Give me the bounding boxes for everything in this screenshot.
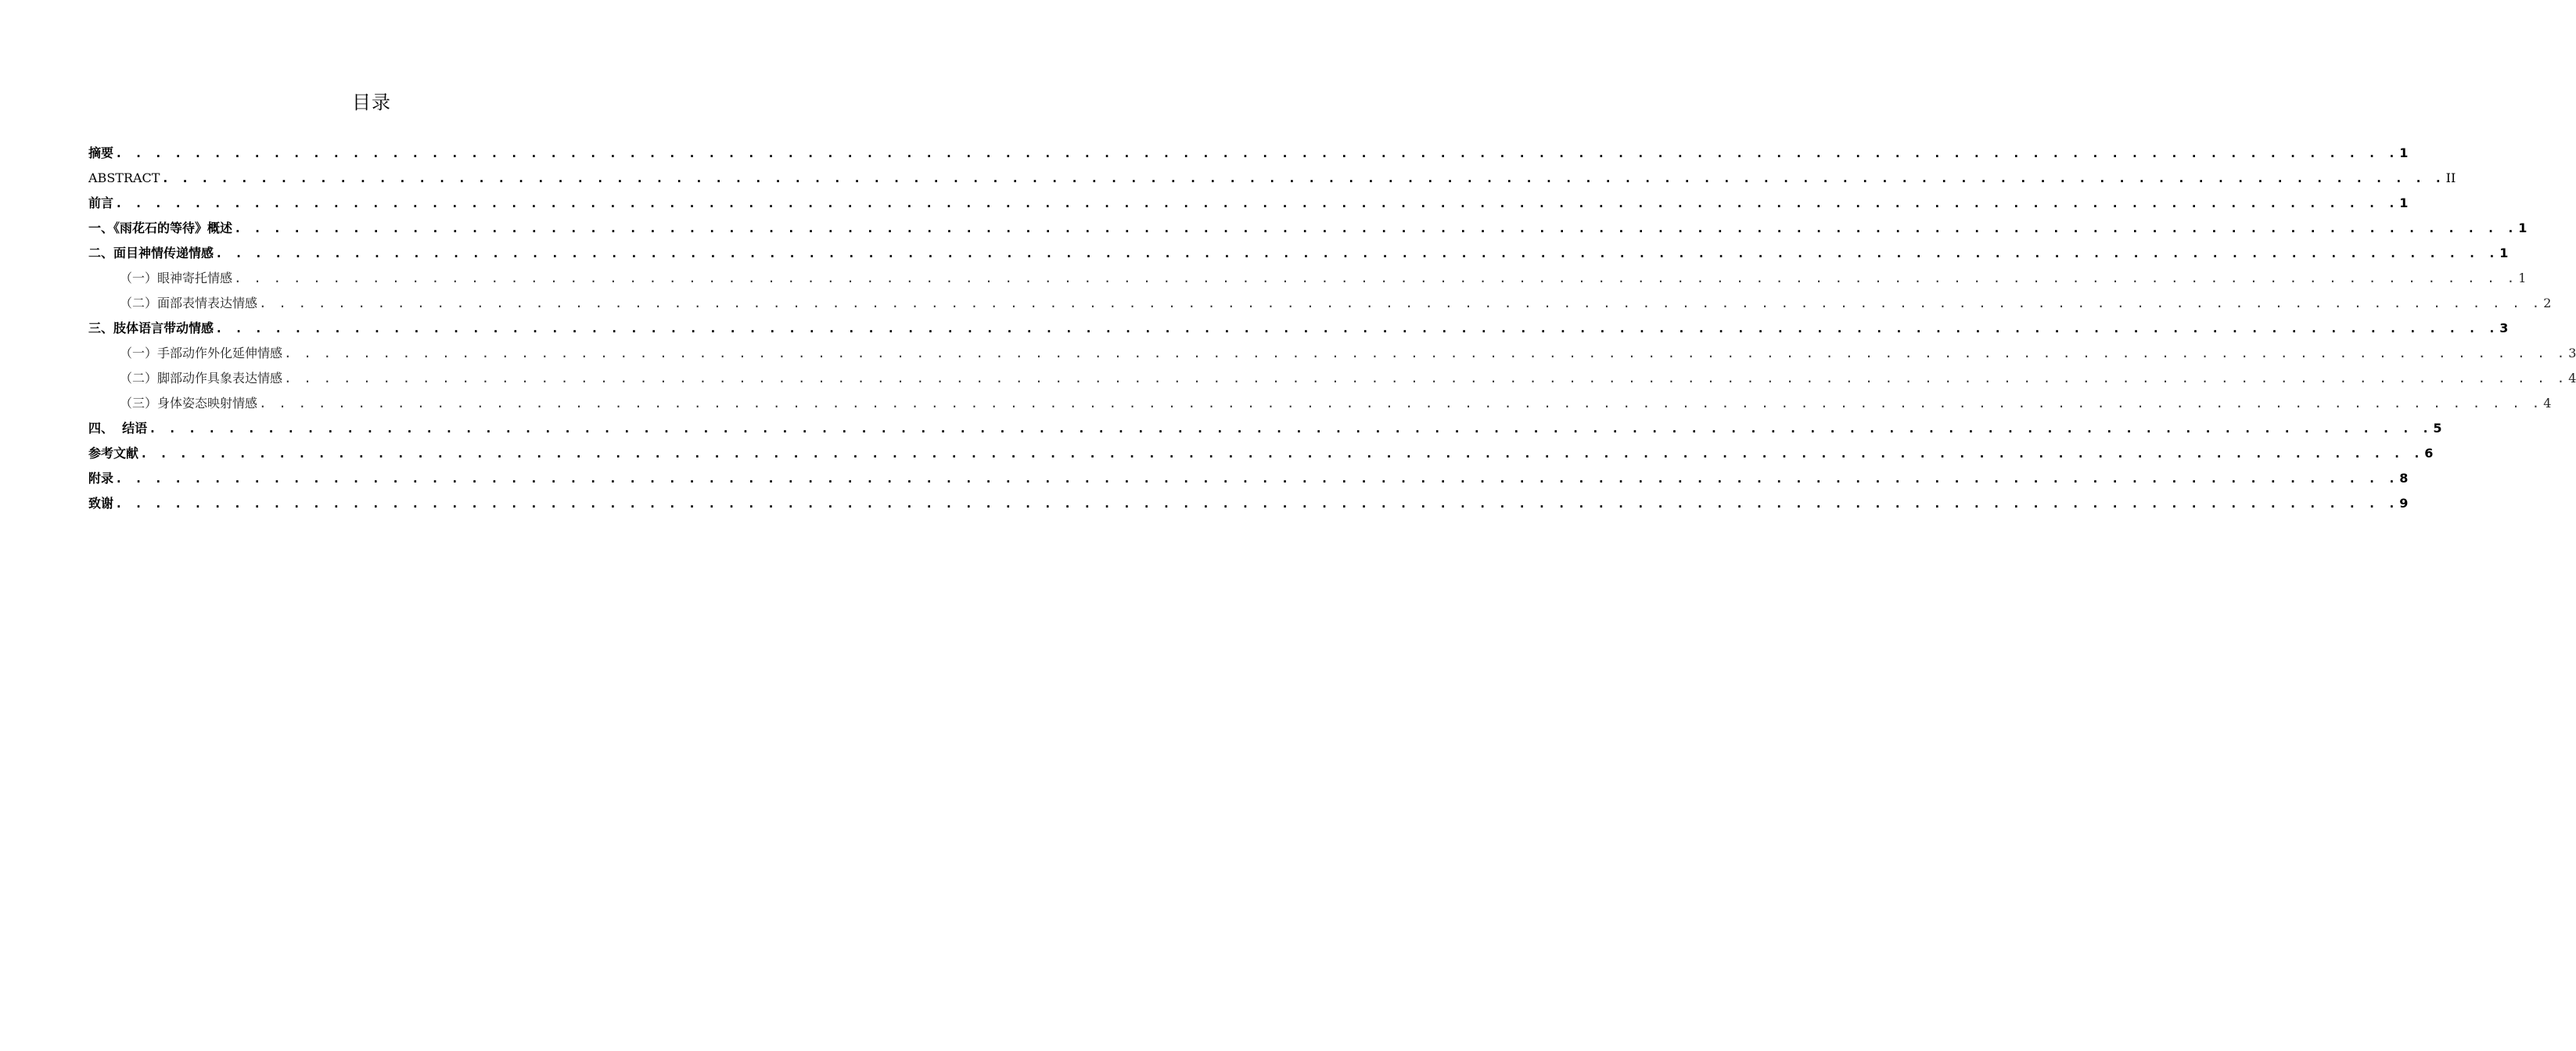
toc-page-number: 2 [2543, 296, 2552, 310]
toc-entry-section-4[interactable] [88, 416, 2442, 441]
toc-entry-appendix[interactable] [88, 466, 2409, 491]
toc-entry-label: 二、面目神情传递情感 [88, 246, 214, 260]
toc-entry-label: （一）手部动作外化延伸情感 [120, 346, 283, 360]
toc-entry-label: 前言 [88, 195, 114, 210]
toc-entry-label: 附录 [88, 471, 114, 486]
toc-page-number: 1 [2518, 221, 2527, 235]
toc-dot-leader: . . . . . . . . . . . . . . . . . . . . . . . . . . . . . . . . . . . . . . . . . . . . . . . . . . . . . . . . . . . . . . . . . . . . . . . . . . . . . . . . . . . . . . . . . . . . . . . . . . . . . . . . . . . . . . . . . . . . [259, 296, 2542, 310]
toc-dot-leader: . . . . . . . . . . . . . . . . . . . . . . . . . . . . . . . . . . . . . . . . . . . . . . . . . . . . . . . . . . . . . . . . . . . . . . . . . . . . . . . . . . . . . . . . . . . . . . . . . . . . . . . . . . . . . . . . . . . . [234, 271, 2517, 285]
toc-dot-leader: . . . . . . . . . . . . . . . . . . . . . . . . . . . . . . . . . . . . . . . . . . . . . . . . . . . . . . . . . . . . . . . . . . . . . . . . . . . . . . . . . . . . . . . . . . . . . . . . . . . . . . . . . . . . . . . . . . . . [140, 446, 2423, 461]
toc-entry-label: 三、肢体语言带动情感 [88, 321, 214, 335]
toc-page-number: 1 [2399, 145, 2409, 160]
toc-entry-section-1[interactable] [88, 216, 2527, 241]
toc-entry-section-3-3[interactable] [88, 391, 2552, 416]
toc-entry-section-2[interactable] [88, 241, 2509, 266]
toc-dot-leader: . . . . . . . . . . . . . . . . . . . . . . . . . . . . . . . . . . . . . . . . . . . . . . . . . . . . . . . . . . . . . . . . . . . . . . . . . . . . . . . . . . . . . . . . . . . . . . . . . . . . . . . . . . . . . . . . . . . . [215, 246, 2499, 260]
toc-dot-leader: . . . . . . . . . . . . . . . . . . . . . . . . . . . . . . . . . . . . . . . . . . . . . . . . . . . . . . . . . . . . . . . . . . . . . . . . . . . . . . . . . . . . . . . . . . . . . . . . . . . . . . . . . . . . . . . . . . . . [259, 396, 2542, 411]
toc-entry-label: ABSTRACT [88, 170, 160, 185]
toc-dot-leader: . . . . . . . . . . . . . . . . . . . . . . . . . . . . . . . . . . . . . . . . . . . . . . . . . . . . . . . . . . . . . . . . . . . . . . . . . . . . . . . . . . . . . . . . . . . . . . . . . . . . . . . . . . . . . . . . . . . . [149, 421, 2432, 436]
toc-dot-leader: . . . . . . . . . . . . . . . . . . . . . . . . . . . . . . . . . . . . . . . . . . . . . . . . . . . . . . . . . . . . . . . . . . . . . . . . . . . . . . . . . . . . . . . . . . . . . . . . . . . . . . . . . . . . . . . . . . . . [115, 471, 2398, 486]
toc-entry-section-2-2[interactable] [88, 291, 2552, 316]
toc-page-number: 1 [2518, 271, 2527, 285]
toc-entry-abstract-cn[interactable] [88, 141, 2409, 166]
toc-entry-label: 致谢 [88, 496, 114, 511]
toc-page-number: 8 [2399, 471, 2409, 486]
toc-dot-leader: . . . . . . . . . . . . . . . . . . . . . . . . . . . . . . . . . . . . . . . . . . . . . . . . . . . . . . . . . . . . . . . . . . . . . . . . . . . . . . . . . . . . . . . . . . . . . . . . . . . . . . . . . . . . . . . . . . . . [284, 346, 2567, 360]
toc-entry-references[interactable] [88, 441, 2434, 466]
toc-entry-abstract-en[interactable] [88, 166, 2456, 191]
toc-page-number: 1 [2399, 195, 2409, 210]
toc-entry-section-3[interactable] [88, 316, 2509, 341]
toc-entry-preface[interactable] [88, 191, 2409, 216]
toc-page-number: 3 [2499, 321, 2509, 335]
toc-entry-label: 摘要 [88, 145, 114, 160]
toc-entry-label: （二）面部表情表达情感 [120, 296, 258, 310]
toc-page-number: II [2445, 170, 2456, 185]
toc-page-number: 9 [2399, 496, 2409, 511]
toc-entry-label: （一）眼神寄托情感 [120, 271, 233, 285]
toc-dot-leader: . . . . . . . . . . . . . . . . . . . . . . . . . . . . . . . . . . . . . . . . . . . . . . . . . . . . . . . . . . . . . . . . . . . . . . . . . . . . . . . . . . . . . . . . . . . . . . . . . . . . . . . . . . . . . . . . . . . . [115, 145, 2398, 160]
toc-entry-section-3-1[interactable] [88, 341, 2576, 366]
toc-dot-leader: . . . . . . . . . . . . . . . . . . . . . . . . . . . . . . . . . . . . . . . . . . . . . . . . . . . . . . . . . . . . . . . . . . . . . . . . . . . . . . . . . . . . . . . . . . . . . . . . . . . . . . . . . . . . . . . . . . . . [234, 221, 2517, 235]
toc-entry-section-3-2[interactable] [88, 366, 2576, 391]
page-title: 目录 [352, 91, 391, 113]
toc-page-number: 4 [2543, 396, 2552, 411]
toc-entry-label: 参考文献 [88, 446, 139, 461]
toc-entry-label: （三）身体姿态映射情感 [120, 396, 258, 411]
toc-dot-leader: . . . . . . . . . . . . . . . . . . . . . . . . . . . . . . . . . . . . . . . . . . . . . . . . . . . . . . . . . . . . . . . . . . . . . . . . . . . . . . . . . . . . . . . . . . . . . . . . . . . . . . . . . . . . . . . . . . . . [115, 195, 2398, 210]
table-of-contents [88, 141, 2576, 516]
toc-page-number: 1 [2499, 246, 2509, 260]
toc-entry-section-2-1[interactable] [88, 266, 2527, 291]
toc-dot-leader: . . . . . . . . . . . . . . . . . . . . . . . . . . . . . . . . . . . . . . . . . . . . . . . . . . . . . . . . . . . . . . . . . . . . . . . . . . . . . . . . . . . . . . . . . . . . . . . . . . . . . . . . . . . . . . . . . . . . [215, 321, 2499, 335]
toc-dot-leader: . . . . . . . . . . . . . . . . . . . . . . . . . . . . . . . . . . . . . . . . . . . . . . . . . . . . . . . . . . . . . . . . . . . . . . . . . . . . . . . . . . . . . . . . . . . . . . . . . . . . . . . . . . . . . . . . . . . . [161, 170, 2445, 185]
toc-page-number: 3 [2568, 346, 2576, 360]
toc-entry-acknowledgements[interactable] [88, 491, 2409, 516]
toc-entry-label: 一、《雨花石的等待》概述 [88, 221, 233, 235]
toc-dot-leader: . . . . . . . . . . . . . . . . . . . . . . . . . . . . . . . . . . . . . . . . . . . . . . . . . . . . . . . . . . . . . . . . . . . . . . . . . . . . . . . . . . . . . . . . . . . . . . . . . . . . . . . . . . . . . . . . . . . . [284, 371, 2567, 386]
toc-entry-label: 四、 结语 [88, 421, 148, 436]
toc-page-number: 4 [2568, 371, 2576, 386]
toc-entry-label: （二）脚部动作具象表达情感 [120, 371, 283, 386]
toc-page-number: 5 [2433, 421, 2442, 436]
toc-dot-leader: . . . . . . . . . . . . . . . . . . . . . . . . . . . . . . . . . . . . . . . . . . . . . . . . . . . . . . . . . . . . . . . . . . . . . . . . . . . . . . . . . . . . . . . . . . . . . . . . . . . . . . . . . . . . . . . . . . . . [115, 496, 2398, 511]
toc-page-number: 6 [2424, 446, 2434, 461]
